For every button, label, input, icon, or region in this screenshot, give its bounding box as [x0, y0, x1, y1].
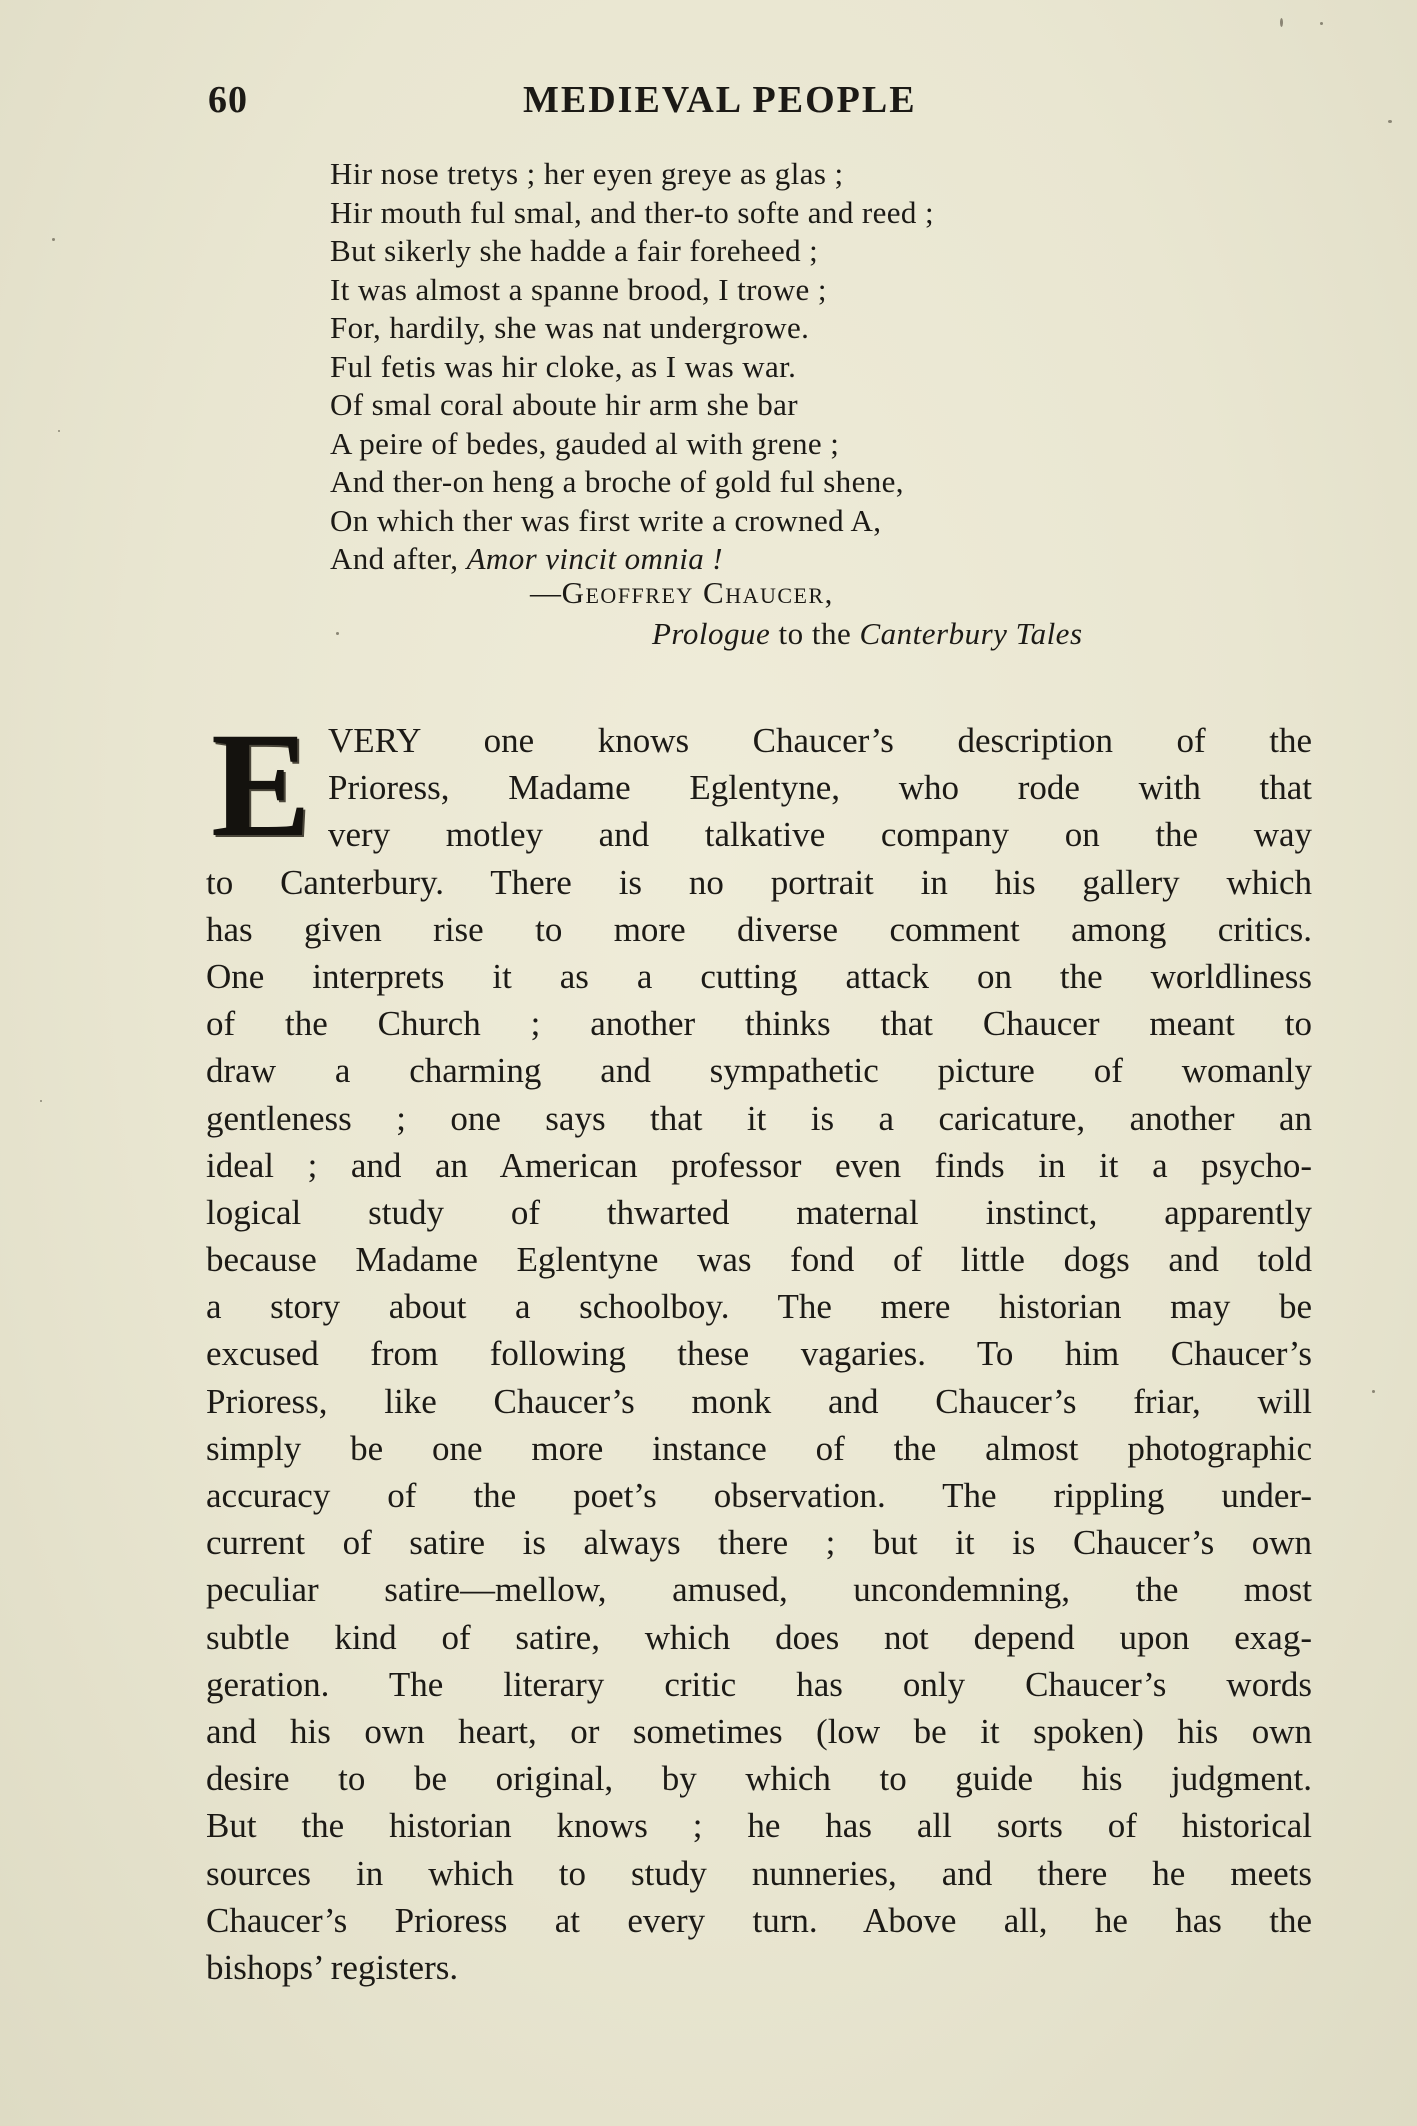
body-line: accuracy of the poet’s observation. The rippling under- [206, 1476, 1312, 1515]
verse-line: It was almost a spanne brood, I trowe ; [330, 271, 827, 307]
running-head [208, 78, 1318, 138]
body-line: bishops’ registers. [206, 1947, 459, 1987]
body-line: gentleness ; one says that it is a caricature, another an [206, 1098, 1312, 1138]
body-line: has given rise to more diverse comment among critics. [206, 909, 1312, 949]
body-line: But the historian knows ; he has all sorts of historical [206, 1806, 1312, 1846]
body-line: and his own heart, or sometimes (low be it spoken) his own [206, 1711, 1312, 1751]
body-line: current of satire is always there ; but it is Chaucer’s own [206, 1523, 1312, 1563]
verse-line: On which ther was first write a crowned A, [330, 502, 882, 538]
source-work-title: Canterbury Tales [859, 616, 1083, 651]
drop-cap: E [210, 702, 312, 868]
verse-line: For, hardily, she was nat undergrowe. [330, 310, 810, 345]
body-line: One interprets it as a cutting attack on the worldliness [206, 956, 1312, 996]
verse-text: And after, [330, 541, 467, 576]
body-line: very motley and talkative company on the way [328, 815, 1312, 855]
page-number: 60 [208, 79, 248, 121]
body-line: VERY one knows Chaucer’s description of the [328, 721, 1312, 760]
body-line: because Madame Eglentyne was fond of little dogs and told [206, 1240, 1312, 1280]
body-line: simply be one more instance of the almost photographic [206, 1428, 1312, 1468]
book-title: MEDIEVAL PEOPLE [523, 79, 917, 121]
body-line: draw a charming and sympathetic picture of womanly [206, 1051, 1312, 1091]
body-line: of the Church ; another thinks that Chaucer meant to [206, 1004, 1312, 1044]
body-line: logical study of thwarted maternal instinct, apparently [206, 1192, 1312, 1232]
latin-motto: Amor vincit omnia ! [466, 541, 723, 576]
verse-line: A peire of bedes, gauded al with grene ; [330, 425, 840, 461]
verse-line: Hir nose tretys ; her eyen greye as glas ; [330, 156, 844, 191]
verse-line: But sikerly she hadde a fair foreheed ; [330, 233, 819, 268]
source-prologue: Prologue [652, 616, 771, 651]
body-line: geration. The literary critic has only Chaucer’s words [206, 1664, 1312, 1704]
verse-line: And ther-on heng a broche of gold ful shene, [330, 464, 904, 499]
body-line: subtle kind of satire, which does not depend upon exag- [206, 1617, 1312, 1657]
attribution-author: Geoffrey Chaucer, [561, 575, 834, 610]
body-line: a story about a schoolboy. The mere historian may be [206, 1287, 1312, 1327]
body-line: sources in which to study nunneries, and there he meets [206, 1853, 1312, 1893]
source-connector: to the [770, 616, 860, 651]
attribution-dash: — [530, 575, 562, 610]
body-paragraph [206, 702, 1312, 1991]
epigraph-source [652, 616, 1083, 652]
body-line: excused from following these vagaries. To him Chaucer’s [206, 1334, 1312, 1374]
body-line: Prioress, like Chaucer’s monk and Chaucer’s friar, will [206, 1381, 1312, 1421]
epigraph-attribution [530, 575, 834, 611]
verse-line-last [330, 540, 1310, 579]
body-line: Chaucer’s Prioress at every turn. Above all, he has the [206, 1900, 1312, 1940]
verse-line: Hir mouth ful smal, and ther-to softe and reed ; [330, 194, 934, 230]
body-line: peculiar satire—mellow, amused, uncondemning, the most [206, 1570, 1312, 1610]
verse-line: Of smal coral aboute hir arm she bar [330, 387, 799, 422]
body-line: desire to be original, by which to guide his judgment. [206, 1759, 1312, 1799]
verse-line: Ful fetis was hir cloke, as I was war. [330, 348, 797, 384]
body-line: Prioress, Madame Eglentyne, who rode with that [328, 768, 1312, 808]
epigraph-verse [330, 155, 1310, 579]
body-line: ideal ; and an American professor even finds in it a psycho- [206, 1145, 1312, 1185]
body-line: to Canterbury. There is no portrait in his gallery which [206, 862, 1312, 902]
